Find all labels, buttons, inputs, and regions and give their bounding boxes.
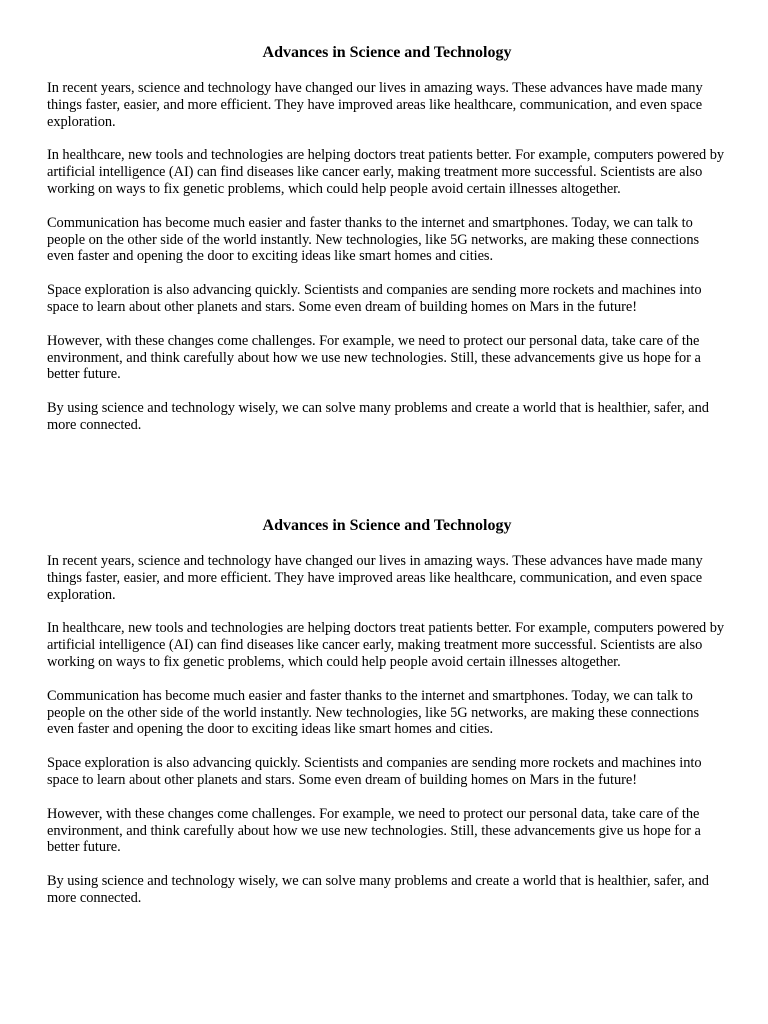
article-section — [47, 43, 727, 434]
paragraph-conclusion: By using science and technology wisely, we can solve many problems and create a world that is healthier, safer, and more connected. — [47, 873, 709, 906]
paragraph-healthcare: In healthcare, new tools and technologies are helping doctors treat patients better. For example, computers powered by artificial intelligence (AI) can find diseases like cancer early, making treatment more successful. Scientists are also working on ways to fix genetic problems, which could help people avoid certain illnesses altogether. — [47, 620, 725, 670]
article-title: Advances in Science and Technology — [262, 44, 512, 61]
paragraph-challenges: However, with these changes come challenges. For example, we need to protect our personal data, take care of the environment, and think carefully about how we use new technologies. Still, these advancements give us hope for a better future. — [47, 332, 701, 383]
paragraph-intro: In recent years, science and technology have changed our lives in amazing ways. These advances have made many things faster, easier, and more efficient. They have improved areas like healthcare, communication, and even space exploration. — [47, 553, 703, 603]
paragraph-space: Space exploration is also advancing quickly. Scientists and companies are sending more rockets and machines into space to learn about other planets and stars. Some even dream of building homes on Mars in the future! — [47, 755, 702, 788]
paragraph-conclusion: By using science and technology wisely, we can solve many problems and create a world that is healthier, safer, and more connected. — [47, 400, 709, 433]
paragraph-intro: In recent years, science and technology have changed our lives in amazing ways. These advances have made many things faster, easier, and more efficient. They have improved areas like healthcare, communication, and even space exploration. — [47, 80, 703, 130]
paragraph-challenges: However, with these changes come challenges. For example, we need to protect our personal data, take care of the environment, and think carefully about how we use new technologies. Still, these advancements give us hope for a better future. — [47, 805, 701, 856]
paragraph-space: Space exploration is also advancing quickly. Scientists and companies are sending more rockets and machines into space to learn about other planets and stars. Some even dream of building homes on Mars in the future! — [47, 282, 702, 315]
paragraph-healthcare: In healthcare, new tools and technologies are helping doctors treat patients better. For example, computers powered by artificial intelligence (AI) can find diseases like cancer early, making treatment more successful. Scientists are also working on ways to fix genetic problems, which could help people avoid certain illnesses altogether. — [47, 147, 725, 197]
paragraph-communication: Communication has become much easier and faster thanks to the internet and smartphones. Today, we can talk to people on the other side of the world instantly. New technologies, like 5G networks, are making these connections even faster and opening the door to exciting ideas like smart homes and cities. — [47, 687, 700, 738]
article-title: Advances in Science and Technology — [262, 517, 512, 534]
article-section — [47, 516, 727, 907]
paragraph-communication: Communication has become much easier and faster thanks to the internet and smartphones. Today, we can talk to people on the other side of the world instantly. New technologies, like 5G networks, are making these connections even faster and opening the door to exciting ideas like smart homes and cities. — [47, 214, 700, 265]
